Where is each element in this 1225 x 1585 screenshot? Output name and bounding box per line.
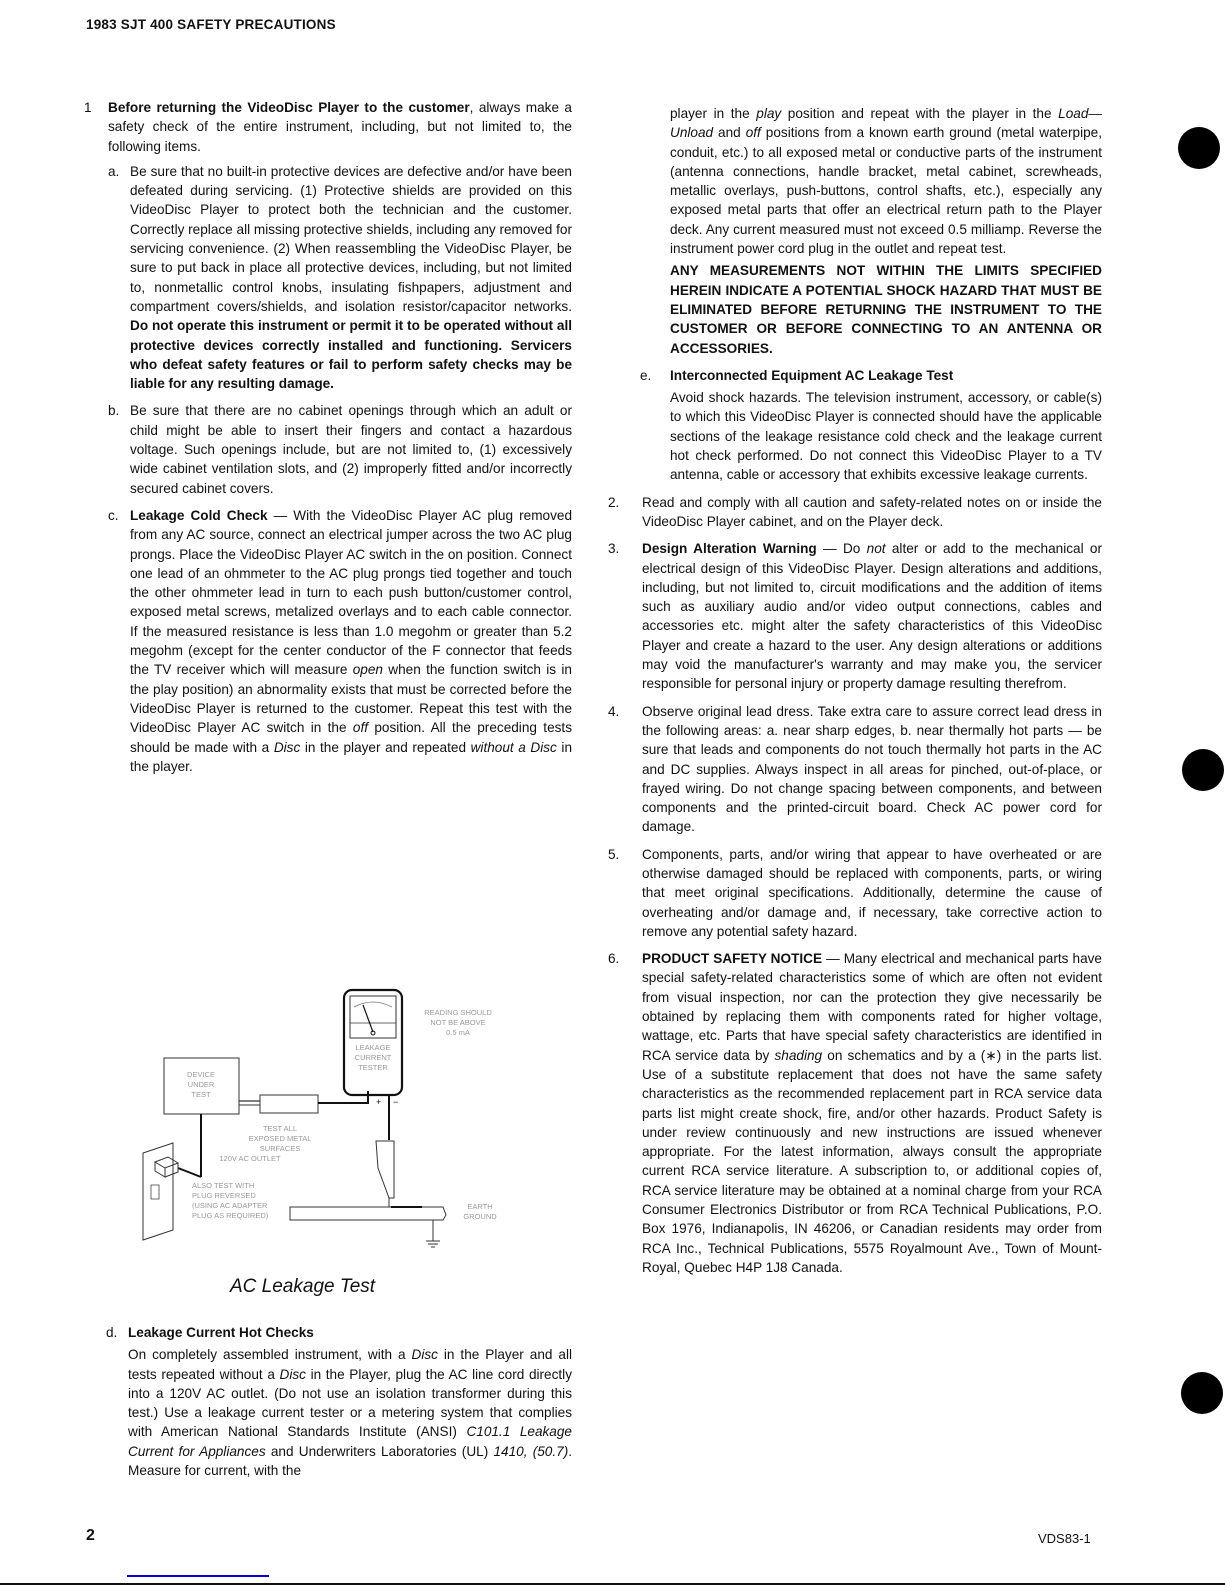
item-1 [84, 98, 572, 776]
device-label: UNDER [187, 1080, 215, 1089]
document-code: VDS83-1 [1038, 1531, 1091, 1546]
item-2 [608, 493, 1102, 532]
subitem-b-text: Be sure that there are no cabinet openings through which an adult or child might be able to insert their fingers and contact a hazardous voltage. Such openings include, but are not limited to, (1) excessively wide cabinet ventilation slots, and (2) improperly fitted and/or incorrectly secured cabinet covers. [130, 403, 572, 496]
subitem-d-text: in the Player, plug the AC line cord directly into a 120V AC outlet. (Do not use an isolation transformer during this test.) Use a leakage current tester or a metering system that complies with American National Standards Institute (ANSI) [128, 1366, 572, 1440]
subitem-letter: e. [640, 367, 652, 383]
also-test-label: PLUG AS REQUIRED) [192, 1211, 269, 1220]
subitem-e-text: Avoid shock hazards. The television instrument, accessory, or cable(s) to which this VideoDisc Player is connected should have the applicable sections of the leakage resistance cold check and the leakage current hot check performed. Do not connect this VideoDisc Player to a TV antenna, cable or accessory that exhibits excessive leakage currents. [670, 390, 1102, 483]
subitem-a-text: Be sure that no built-in protective devices are defective and/or have been defeated during servicing. (1) Protective shields are provided on this VideoDisc Player to protect both the technician and the customer. Correctly replace all missing protective shields, including any removed for servicing convenience. (2) When reassembling the VideoDisc Player, be sure to put back in place all protective devices, including, but not limited to, nonmetallic control knobs, insulating fishpapers, adjustment and compartment covers/shields, and isolation resistor/capacitor networks. [130, 163, 572, 314]
subitem-c-text: — With the VideoDisc Player AC plug removed from any AC source, connect an electrical jumper across the two AC plug prongs. Place the VideoDisc Player AC switch in the on position. Connect one lead of an ohmmeter to the AC plug prongs tied together and touch the other ohmmeter lead in turn to each push button/customer control, exposed metal screws, metalized overlays and to each cable connector. If the measured resistance is less than 1.0 megohm or greater than 5.2 megohm (except for the center conductor of the F connector that feeds the TV receiver which will measure [130, 507, 572, 678]
continuation-text: and [713, 125, 746, 141]
item-6-text: on schematics and by a (∗) in the parts list. Use of a substitute replacement that does not have the same safety characteristics as the recommended replacement part in RCA service data parts list might create shock, fire, and/or other hazards. Product Safety is under review continuously and new instructions are issued whenever appropriate. For the latest information, always consult the appropriate current RCA service literature. A subscription to, or additional copies of, RCA service literature may be obtained at a nominal charge from your RCA Consumer Electronics Distributor or from RCA Technical Publications, P.O. Box 1976, Indianapolis, IN 46206, or Canadian residents may order from RCA Inc., Technical Publications, 5575 Royalmount Ave., Town of Mount-Royal, Quebec H4P 1J8 Canada. [642, 1047, 1102, 1275]
ground-clip-icon [376, 1141, 394, 1198]
test-all-label: SURFACES [259, 1144, 301, 1153]
earth-label: EARTH [467, 1202, 493, 1211]
subitem-letter: d. [106, 1325, 118, 1340]
item-number: 6. [608, 951, 620, 967]
ac-leakage-test-diagram [140, 985, 520, 1255]
item-1-lead: Before returning the VideoDisc Player to the customer [108, 100, 470, 115]
subitem-c-title: Leakage Cold Check [130, 507, 268, 523]
subitem-c-text: when the function switch is in the play position) an abnormality exists that must be corrected before the VideoDisc Player is returned to the customer. Repeat this test with the VideoDisc Player AC switch in the [130, 662, 572, 736]
page-header-title: 1983 SJT 400 SAFETY PRECAUTIONS [86, 17, 336, 32]
subitem-d-text: and Underwriters Laboratories (UL) [265, 1443, 494, 1459]
continuation-text: positions from a known earth ground (metal waterpipe, conduit, etc.) to all exposed metal or conductive parts of the instrument (antenna connections, handle bracket, metal cabinet, screwheads, metallic overlays, push-buttons, control shafts, etc.), especially any exposed metal parts that offer an electrical return path to the Player deck. Any current measured must not exceed 0.5 milliamp. Reverse the instrument power cord plug in the outlet and repeat test. [670, 125, 1102, 257]
reading-label: READING SHOULD [424, 1008, 492, 1017]
italic-term: open [352, 662, 383, 678]
item-4 [608, 702, 1102, 837]
item-4-text: Observe original lead dress. Take extra care to assure correct lead dress in the following areas: a. near sharp edges, b. near thermally hot parts — be sure that leads and components do not touch thermally hot parts in the AC and DC supplies. Always inspect in all areas for pinched, out-of-place, or frayed wiring. Do not change spacing between components, and between components and the printed-circuit board. Check AC power cord for damage. [642, 703, 1102, 835]
subitem-d [106, 1323, 572, 1480]
water-pipe-icon [290, 1207, 446, 1220]
item-5-text: Components, parts, and/or wiring that appear to have overheated or are otherwise damaged should be replaced with components, parts, or wiring that meet original specifications. Additionally, determine the cause of overheating and/or damage and, if necessary, take corrective action to remove any potential safety hazard. [642, 846, 1102, 939]
item-number: 5. [608, 846, 620, 862]
meter-needle-icon [363, 1005, 373, 1032]
italic-term: 1410, (50.7) [493, 1443, 569, 1459]
italic-term: not [866, 541, 886, 557]
tester-label: LEAKAGE [355, 1043, 391, 1052]
tester-label: CURRENT [354, 1053, 392, 1062]
item-3 [608, 539, 1102, 693]
subitem-c-text: in the player and repeated [300, 739, 471, 755]
probe-icon [260, 1095, 318, 1113]
test-all-label: TEST ALL [262, 1124, 298, 1133]
binder-hole-icon [1178, 127, 1220, 169]
also-test-label: PLUG REVERSED [192, 1191, 256, 1200]
binder-hole-icon [1181, 1372, 1223, 1414]
earth-label: GROUND [463, 1212, 497, 1221]
italic-term: C101.1 Leakage Current for Appliances [128, 1424, 572, 1459]
italic-term: Load—Unload [670, 106, 1102, 141]
italic-term: without a Disc [470, 739, 557, 755]
item-number: 2. [608, 494, 620, 510]
subitem-e-title: Interconnected Equipment AC Leakage Test [670, 367, 954, 383]
item-5 [608, 845, 1102, 941]
diagram-caption: AC Leakage Test [230, 1276, 376, 1297]
italic-term: shading [774, 1047, 823, 1063]
italic-term: Disc [273, 739, 301, 755]
continuation-text: player in the [670, 106, 757, 121]
item-3-title: Design Alteration Warning [642, 541, 817, 557]
item-6 [608, 949, 1102, 1277]
leakage-current-tester [344, 990, 402, 1095]
subitem-c [108, 506, 572, 776]
subitem-b [108, 401, 572, 497]
item-3-text: — Do [816, 541, 867, 557]
subitem-a-warning: Do not operate this instrument or permit it to be operated without all protective devices correctly installed and functioning. Servicers who defeat safety features or fail to perform safety checks may be liable for any resulting damage. [130, 318, 572, 392]
device-label: TEST [191, 1090, 211, 1099]
earth-ground-icon [426, 1241, 440, 1247]
subitem-letter: b. [108, 403, 120, 419]
subitem-letter: c. [108, 507, 119, 523]
minus-terminal-label: − [393, 1097, 399, 1107]
subitem-d-text: On completely assembled instrument, with a [128, 1347, 412, 1363]
right-column [608, 104, 1102, 1285]
italic-term: Disc [411, 1347, 438, 1363]
subitem-c-text: in the player. [130, 739, 573, 774]
shock-hazard-warning: ANY MEASUREMENTS NOT WITHIN THE LIMITS SPECIFIED HEREIN INDICATE A POTENTIAL SHOCK HAZARD THAT MUST BE ELIMINATED BEFORE RETURNING THE INSTRUMENT TO THE CUSTOMER OR BEFORE CONNECTING TO AN ANTENNA OR ACCESSORIES. [670, 263, 1102, 356]
subitem-c-text: position. All the preceding tests should be made with a [130, 720, 572, 755]
item-number: 4. [608, 703, 620, 719]
italic-term: Disc [279, 1366, 306, 1382]
item-number: 1 [84, 100, 92, 115]
item-6-title: PRODUCT SAFETY NOTICE [642, 951, 823, 967]
italic-term: off [745, 125, 761, 141]
also-test-label: ALSO TEST WITH [192, 1181, 255, 1190]
also-test-label: (USING AC ADAPTER [192, 1201, 268, 1210]
device-label: DEVICE [187, 1070, 215, 1079]
left-column [84, 98, 572, 784]
item-2-text: Read and comply with all caution and safety-related notes on or inside the VideoDisc Player cabinet, and on the Player deck. [642, 494, 1102, 529]
italic-term: play [756, 106, 782, 121]
plus-terminal-label: + [376, 1097, 382, 1107]
subitem-d-text: in the Player and all tests repeated without a [128, 1347, 572, 1382]
device-under-test-box [164, 1058, 239, 1114]
page-number: 2 [86, 1527, 95, 1544]
outlet-label: 120V AC OUTLET [219, 1154, 281, 1163]
wall-outlet-icon [143, 1143, 178, 1240]
tester-label: TESTER [358, 1063, 388, 1072]
item-3-text: alter or add to the mechanical or electrical design of this VideoDisc Player. Design alterations and additions, including, but not limited to, circuit modifications and the addition of items such as auxiliary audio and/or video output connections, cables and accessories etc. might alter the safety characteristics of this VideoDisc Player and create a hazard to the user. Any design alterations or additions may void the manufacturer's warranty and may make you, the servicer responsible for personal injury or property damage resulting therefrom. [642, 541, 1103, 692]
item-number: 3. [608, 541, 620, 557]
reading-label: NOT BE ABOVE [430, 1018, 486, 1027]
continuation-text: position and repeat with the player in the [781, 106, 1059, 121]
item-6-text: — Many electrical and mechanical parts have special safety-related characteristics some of which are often not evident from visual inspection, nor can the protection they give necessarily be obtained by replacing them with components rated for higher voltage, wattage, etc. Parts that have special safety characteristics are identified in RCA service data by [642, 951, 1102, 1063]
test-all-label: EXPOSED METAL [248, 1134, 312, 1143]
link-underline[interactable] [127, 1575, 269, 1577]
subitem-d-title: Leakage Current Hot Checks [128, 1325, 314, 1340]
italic-term: off [352, 720, 369, 736]
subitem-d-text: . Measure for current, with the [128, 1443, 572, 1479]
item-1-text: , always make a safety check of the entire instrument, including, but not limited to, the following items. [108, 100, 572, 154]
subitem-letter: a. [108, 163, 120, 179]
binder-hole-icon [1182, 749, 1224, 791]
hot-check-continuation [608, 104, 1102, 358]
reading-label: 0.5 mA [446, 1028, 470, 1037]
subitem-e [640, 366, 1102, 485]
subitem-a [108, 162, 572, 394]
